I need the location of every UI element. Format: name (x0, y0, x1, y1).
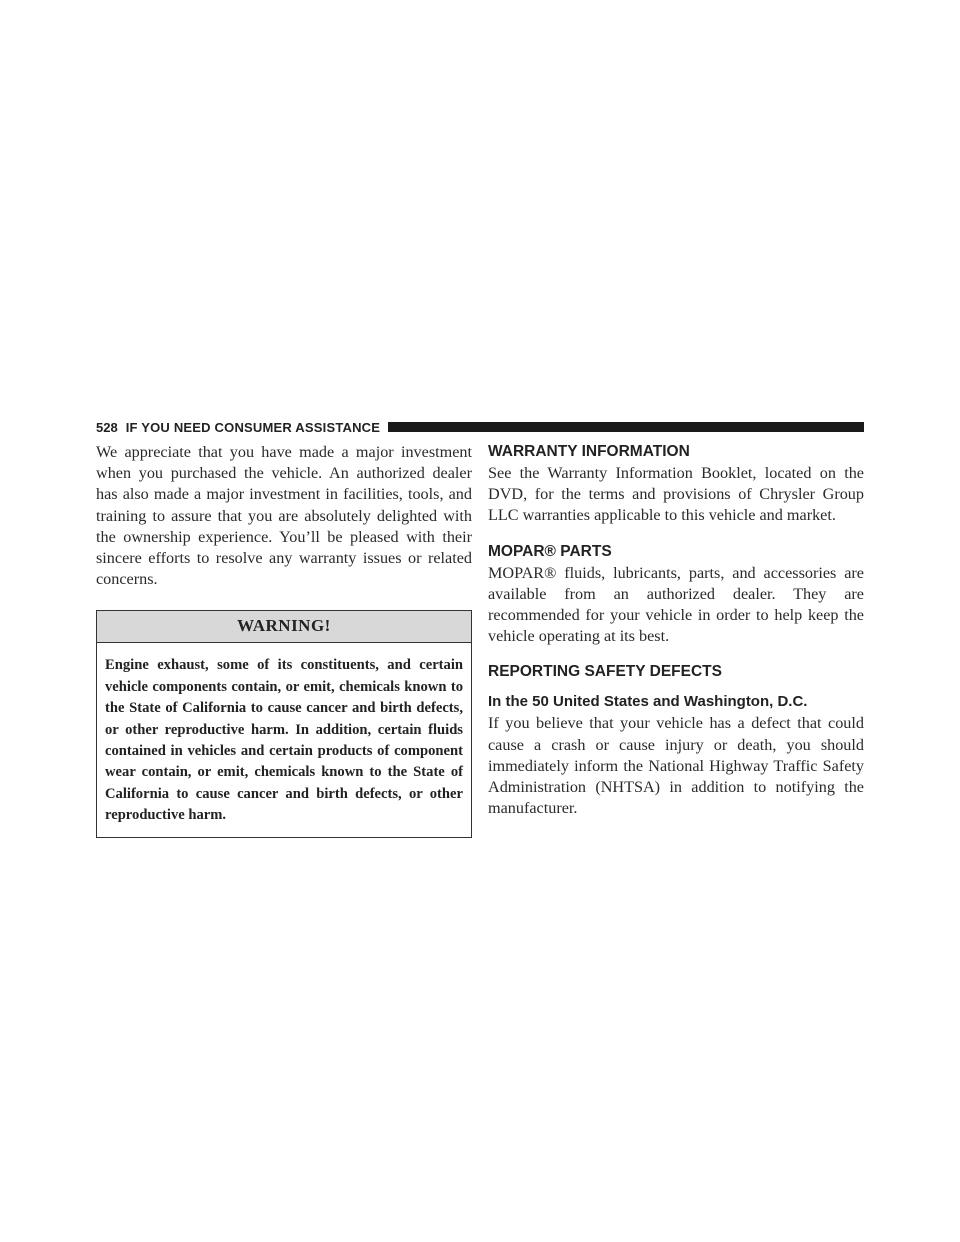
header-rule (388, 422, 864, 432)
page-number: 528 (96, 419, 118, 435)
intro-paragraph: We appreciate that you have made a major investment when you purchased the vehicle. An authorized dealer has also made a major investment in facilities, tools, and training to assure that you are absolutely delighted with the ownership experience. You’ll be pleased with their sincere efforts to resolve any warranty issues or related concerns. (96, 443, 472, 589)
warning-box (96, 610, 472, 837)
left-column (96, 442, 472, 838)
safety-paragraph: If you believe that your vehicle has a defect that could cause a crash or cause injury or death, you should immediately inform the National Highway Traffic Safety Administration (NHTSA) in addition to notifying the manufacturer. (488, 714, 864, 818)
safety-subheading: In the 50 United States and Washington, D.C. (488, 693, 808, 711)
page-header (96, 418, 864, 436)
warranty-paragraph: See the Warranty Information Booklet, located on the DVD, for the terms and provisions of Chrysler Group LLC warranties applicable to this vehicle and market. (488, 464, 864, 525)
warranty-heading: WARRANTY INFORMATION (488, 443, 690, 460)
warning-title: WARNING! (97, 611, 471, 643)
mopar-paragraph: MOPAR® fluids, lubricants, parts, and accessories are available from an authorized dealer. They are recommended for your vehicle in order to help keep the vehicle operating at its best. (488, 563, 864, 646)
right-column (488, 442, 864, 819)
safety-heading: REPORTING SAFETY DEFECTS (488, 663, 722, 681)
section-title: IF YOU NEED CONSUMER ASSISTANCE (125, 419, 381, 435)
warning-body: Engine exhaust, some of its constituents, and certain vehicle components contain, or emit, chemicals known to the State of California to cause cancer and birth defects, or other reproductive harm. In addition, certain fluids contained in vehicles and certain products of component wear contain, or emit, chemicals known to the State of California to cause cancer and birth defects, or other reproductive harm. (105, 657, 463, 824)
mopar-heading: MOPAR® PARTS (488, 542, 612, 560)
